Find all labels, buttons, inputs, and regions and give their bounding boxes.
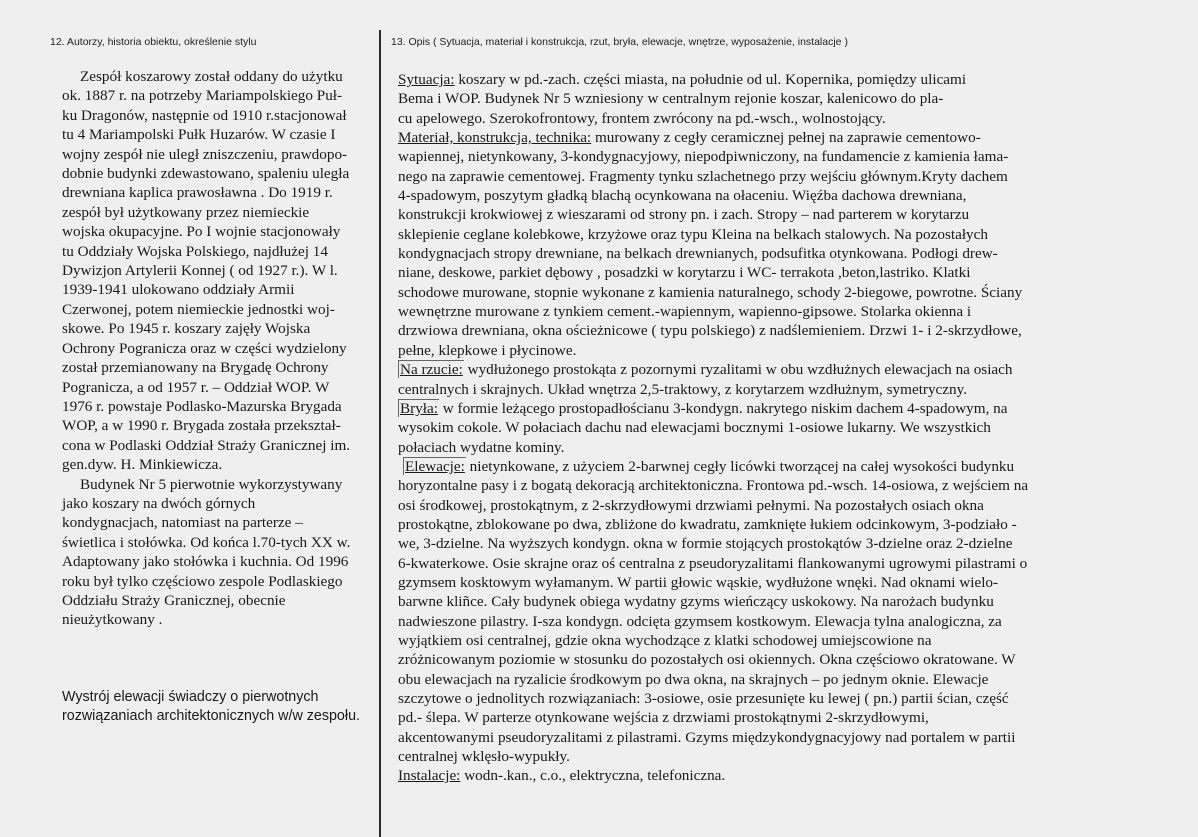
history-line: Dywizjon Artylerii Konnej ( od 1927 r.). W l. xyxy=(62,262,338,280)
history-line: ok. 1887 r. na potrzeby Mariampolskiego Puł- xyxy=(62,87,343,105)
description-line xyxy=(398,70,1188,89)
history-line: drewniana kaplica prawosławna . Do 1919 r. xyxy=(62,184,333,202)
description-line xyxy=(398,360,1188,379)
bryla-label: Bryła: xyxy=(400,399,438,417)
description-text xyxy=(398,70,1188,786)
description-line: nadwieszone pilastry. I-sza kondygn. odcięta gzymsem kostkowym. Elewacja tylna analogiczna, za xyxy=(398,612,1002,630)
history-line: Budynek Nr 5 pierwotnie wykorzystywany xyxy=(80,475,343,493)
summary-line: rozwiązaniach architektonicznych w/w zespołu. xyxy=(62,708,360,724)
description-line: pełne, klepkowe i płycinowe. xyxy=(398,341,577,359)
description-line xyxy=(398,457,1188,476)
instalacje-label: Instalacje: xyxy=(398,767,461,785)
history-line: wojny zespół nie uległ zniszczeniu, prawdopo- xyxy=(62,145,348,163)
history-line: skowe. Po 1945 r. koszary zajęły Wojska xyxy=(62,320,311,338)
instalacje-text: wodn-.kan., c.o., elektryczna, telefoniczna. xyxy=(460,767,726,785)
history-line: tu 4 Mariampolski Pułk Huzarów. W czasie I xyxy=(62,126,336,144)
history-line: tu Oddziały Wojska Polskiego, najdłużej 14 xyxy=(62,242,328,260)
description-line: połaciach wydatne kominy. xyxy=(398,438,565,456)
description-line: sklepienie ceglane kolebkowe, krzyżowe oraz typu Kleina na belkach stalowych. Na pozostałych xyxy=(398,225,988,243)
history-line: cona w Podlaski Oddział Straży Granicznej im. xyxy=(62,436,351,454)
history-line: Adaptowany jako stołówka i kuchnia. Od 1996 xyxy=(62,553,349,571)
column-divider xyxy=(379,30,381,837)
right-column-header: 13. Opis ( Sytuacja, materiał i konstrukcja, rzut, bryła, elewacje, wnętrze, wyposażenie, instalacje ) xyxy=(391,36,848,48)
history-line: kondygnacjach, natomiast na parterze – xyxy=(62,514,303,532)
description-line: gzymsem kosktowym wyłamanym. W partii głowic wąskie, wydłużone wnęki. Nad oknami wielo- xyxy=(398,573,999,591)
history-line: Pogranicza, a od 1957 r. – Oddział WOP. W xyxy=(62,378,330,396)
description-line: kondygnacjach stropy drewniane, na belkach drewnianych, podsufitka otynkowana. Podłogi drew- xyxy=(398,245,998,263)
description-line xyxy=(398,766,1188,785)
description-line: 4-spadowym, poszytym gładką blachą ocynkowana na ołaceniu. Więźba dachowa drewniana, xyxy=(398,187,967,205)
history-line: roku był tylko częściowo zespole Podlaskiego xyxy=(62,572,343,590)
description-line: drzwiowa drewniana, okna ościeżnicowe ( typu polskiego) z nadślemieniem. Drzwi 1- i 2-skrzydłowe, xyxy=(398,322,1022,340)
rzut-text: wydłużonego prostokąta z pozornymi ryzalitami w obu wzdłużnych elewacjach na osiach xyxy=(463,361,1013,379)
left-column-header: 12. Autorzy, historia obiektu, określenie stylu xyxy=(50,36,257,48)
description-line: nego na zaprawie cementowej. Fragmenty tynku szlachetnego przy wejściu głównym.Kryty dachem xyxy=(398,167,1008,185)
description-line: prostokątne, zblokowane po dwa, zbliżone do kwadratu, zamknięte łukiem odcinkowym, 3-podziało - xyxy=(398,515,1017,533)
rzut-label: Na rzucie: xyxy=(400,361,463,379)
description-line: akcentowanymi pseudoryzalitami z pilastrami. Gzyms międzykondygnacyjowy nad portalem w partii xyxy=(398,728,1016,746)
history-line: zespół był użytkowany przez niemieckie xyxy=(62,203,310,221)
history-line: świetlica i stołówka. Od końca l.70-tych XX w. xyxy=(62,533,351,551)
description-line: wyjątkiem osi centralnej, gdzie okna wychodzące z klatki schodowej umiejscowione na xyxy=(398,631,932,649)
history-line: wojska okupacyjne. Po I wojnie stacjonowały xyxy=(62,223,341,241)
history-line: 1976 r. powstaje Podlasko-Mazurska Brygada xyxy=(62,397,342,415)
material-label: Materiał, konstrukcja, technika: xyxy=(398,129,592,147)
description-line: wysokim cokole. W połaciach dachu nad elewacjami bocznymi 1-osiowe lukarny. We wszystkich xyxy=(398,419,991,437)
description-line: zróżnicowanym poziomie w stosunku do pozostałych osi okiennych. Okna częściowo okratowane. W xyxy=(398,651,1016,669)
description-line: 6-kwaterkowe. Osie skrajne oraz oś centralna z pseudoryzalitami flankowanymi ugrowymi pilastrami o xyxy=(398,554,1028,572)
description-line: schodowe murowane, stopnie wykonane z kamienia naturalnego, schody 2-biegowe, powrotne. Ściany xyxy=(398,283,1023,301)
history-line: jako koszary na dwóch górnych xyxy=(62,494,256,512)
description-line: centralnej wklęsło-wypukły. xyxy=(398,748,570,766)
description-line xyxy=(398,128,1188,147)
history-line: WOP, a w 1990 r. Brygada została przekształ- xyxy=(62,417,341,435)
history-line: Ochrony Pogranicza oraz w części wydzielony xyxy=(62,339,347,357)
elewacje-label: Elewacje: xyxy=(405,457,465,475)
elewacje-text: nietynkowane, z użyciem 2-barwnej cegły licówki tworzącej na całej wysokości budynku xyxy=(465,457,1015,475)
description-line: szczytowe o jednolitych rozwiązaniach: 3-osiowe, osie przesunięte ku lewej ( pn.) partii ścian, część xyxy=(398,690,1009,707)
material-text: murowany z cegły ceramicznej pełnej na zaprawie cementowo- xyxy=(591,129,981,147)
description-line: pd.- ślepa. W parterze otynkowane wejścia z drzwiami prostokątnymi 2-skrzydłowymi, xyxy=(398,709,929,727)
description-line: cu apelowego. Szerokofrontowy, frontem zwrócony na pd.-wsch., wolnostojący. xyxy=(398,109,886,127)
sytuacja-label: Sytuacja: xyxy=(398,71,455,88)
history-line: Czerwonej, potem niemieckie jednostki woj- xyxy=(62,300,335,318)
history-line: Oddziału Straży Granicznej, obecnie xyxy=(62,591,286,609)
sytuacja-text: koszary w pd.-zach. części miasta, na południe od ul. Kopernika, pomiędzy ulicami xyxy=(454,71,967,88)
history-line: ku Dragonów, następnie od 1910 r.stacjonował xyxy=(62,106,347,124)
history-text xyxy=(62,67,374,630)
description-line: konstrukcji krokwiowej z wieszarami od strony pn. i zach. Stropy – nad parterem w korytarzu xyxy=(398,206,970,224)
description-line: wewnętrzne murowane z tynkiem cement.-wapiennym, wapienno-gipsowe. Stolarka okienna i xyxy=(398,303,972,321)
description-line: Bema i WOP. Budynek Nr 5 wzniesiony w centralnym rejonie koszar, kalenicowo do pla- xyxy=(398,90,944,108)
description-line: horyzontalne pasy i z bogatą dekoracją architektoniczna. Frontowa pd.-wsch. 14-osiowa, z wejściem na xyxy=(398,477,1029,495)
history-line: Zespół koszarowy został oddany do użytku xyxy=(80,68,343,85)
style-summary xyxy=(62,688,374,726)
bryla-text: w formie leżącego prostopadłościanu 3-kondygn. nakrytego niskim dachem 4-spadowym, na xyxy=(438,399,1008,417)
description-line: centralnych i skrajnych. Układ wnętrza 2,5-traktowy, z korytarzem wzdłużnym, symetryczny. xyxy=(398,380,968,398)
history-line: 1939-1941 ulokowano oddziały Armii xyxy=(62,281,295,299)
history-line: nieużytkowany . xyxy=(62,611,163,629)
history-line: gen.dyw. H. Minkiewicza. xyxy=(62,456,223,474)
description-line: obu elewacjach na ryzalicie środkowym po dwa okna, na skrajnych – po jednym oknie. Elewacje xyxy=(398,670,989,688)
description-line: barwne kliñce. Cały budynek obiega wydatny gzyms wieńczący uskokowy. Na narożach budynku xyxy=(398,593,994,611)
description-line xyxy=(398,399,1188,418)
description-line: osi środkowej, prostokątnym, z 2-skrzydłowymi drzwiami pełnymi. Na pozostałych osiach okna xyxy=(398,496,984,514)
description-line: wapiennej, nietynkowany, 3-kondygnacyjowy, niepodpiwniczony, na fundamencie z kamienia łama- xyxy=(398,148,1009,166)
history-line: dobnie budynki zdewastowano, spaleniu uległa xyxy=(62,165,350,183)
description-line: niane, deskowe, parkiet dębowy , posadzki w korytarzu i WC- terrakota ,beton,lastriko. Klatki xyxy=(398,264,971,282)
description-line: we, 3-dzielne. Na wyższych kondygn. okna w formie stojących prostokątów 3-dzielne oraz 2-dzielne xyxy=(398,535,1013,553)
history-line: został przemianowany na Brygadę Ochrony xyxy=(62,359,329,377)
summary-line: Wystrój elewacji świadczy o pierwotnych xyxy=(62,689,319,705)
